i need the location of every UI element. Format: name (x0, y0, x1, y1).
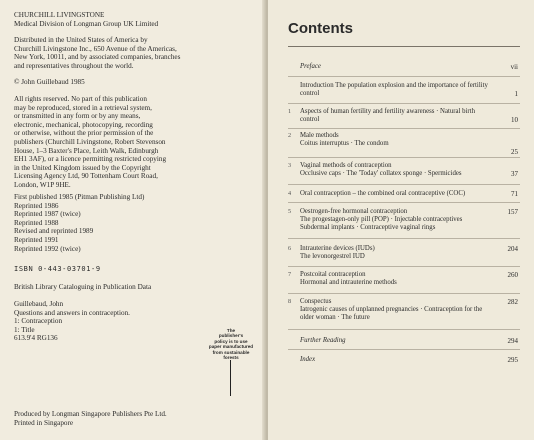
entry-divider (288, 349, 520, 350)
page-number: 260 (507, 271, 518, 279)
page-number: 37 (511, 170, 518, 178)
chapter-number: 2 (288, 132, 292, 139)
page-number: 71 (511, 190, 518, 198)
paper-policy-notice: The publisher's policy is to use paper manufactured from sustainable forests (208, 328, 254, 361)
chapter-title: Aspects of human fertility and fertility awareness · Natural birth control (300, 108, 475, 124)
chapter-title: Index (300, 356, 316, 363)
page-number: 10 (511, 116, 518, 124)
chapter-number: 7 (288, 271, 292, 278)
page-number: 294 (507, 337, 518, 345)
contents-heading: Contents (288, 20, 353, 37)
heading-rule (288, 46, 520, 47)
chapter-title: Vaginal methods of contraception Occlusive caps · The 'Today' collatex sponge · Spermicides (300, 162, 462, 178)
cip-heading: British Library Cataloguing in Publication Data (14, 283, 152, 291)
entry-divider (288, 157, 520, 158)
entry-divider (288, 238, 520, 239)
chapter-number: 4 (288, 190, 292, 197)
entry-divider (288, 128, 520, 129)
publication-history: First published 1985 (Pitman Publishing Ltd) Reprinted 1986 Reprinted 1987 (twice) Reprinted 1988 Revised and reprinted 1989 Reprinted 1991 Reprinted 1992 (twice) (14, 193, 145, 253)
entry-divider (288, 266, 520, 267)
rights-notice: All rights reserved. No part of this publication may be reproduced, stored in a retrieval system, or transmitted in any form or by any means, electronic, mechanical, photocopying, recording or otherwise, without the prior permission of the publishers (Churchill Livingstone, Robert Stevenson House, 1–3 Baxter's Place, Leith Walk, Edinburgh EH1 3AF), or a licence permitting restricted copying in the United Kingdom issued by the Copyright Licensing Agency Ltd, 90 Tottenham Court Road, London, W1P 9HE. (14, 95, 167, 189)
chapter-title: Further Reading (300, 337, 346, 344)
entry-divider (288, 293, 520, 294)
entry-divider (288, 76, 520, 77)
printer-info: Produced by Longman Singapore Publishers Pte Ltd. Printed in Singapore (14, 410, 167, 427)
policy-divider (230, 360, 231, 396)
chapter-number: 6 (288, 245, 292, 252)
chapter-title: Male methods Coitus interruptus · The condom (300, 132, 389, 148)
chapter-number: 8 (288, 298, 292, 305)
page-number: vii (510, 63, 518, 71)
copyright-page (0, 0, 265, 440)
chapter-title: Preface (300, 63, 321, 70)
page-number: 1 (514, 90, 518, 98)
page-number: 295 (507, 356, 518, 364)
chapter-title: Intrauterine devices (IUDs) The levonorgestrel IUD (300, 245, 375, 261)
distribution-notice: Distributed in the United States of America by Churchill Livingstone Inc., 650 Avenue of the Americas, New York, 10011, and by associated companies, branches and representatives throughout the world. (14, 36, 181, 70)
entry-divider (288, 184, 520, 185)
page-number: 204 (507, 245, 518, 253)
page-number: 282 (507, 298, 518, 306)
chapter-title: Introduction The population explosion and the importance of fertility control (300, 82, 488, 98)
entry-divider (288, 329, 520, 330)
page-number: 157 (507, 208, 518, 216)
page-number: 25 (511, 148, 518, 156)
chapter-title: Conspectus Iatrogenic causes of unplanned pregnancies · Contraception for the older woman · The future (300, 298, 483, 322)
catalog-data: Guillebaud, John Questions and answers in contraception. 1: Contraception 1: Title 613.9'4 RG136 (14, 300, 130, 343)
chapter-title: Oestrogen-free hormonal contraception The progestagen-only pill (POP) · Injectable contraceptives Subdermal implants · Contraceptive vaginal rings (300, 208, 463, 232)
isbn: ISBN 0-443-03701-9 (14, 265, 101, 273)
entry-divider (288, 202, 520, 203)
publisher-block: CHURCHILL LIVINGSTONE Medical Division of Longman Group UK Limited (14, 11, 159, 28)
chapter-title: Postcoital contraception Hormonal and intrauterine methods (300, 271, 397, 287)
entry-divider (288, 103, 520, 104)
chapter-number: 1 (288, 108, 292, 115)
chapter-title: Oral contraception – the combined oral contraceptive (COC) (300, 190, 466, 197)
copyright-line: © John Guillebaud 1985 (14, 78, 85, 86)
chapter-number: 5 (288, 208, 292, 215)
chapter-number: 3 (288, 162, 292, 169)
